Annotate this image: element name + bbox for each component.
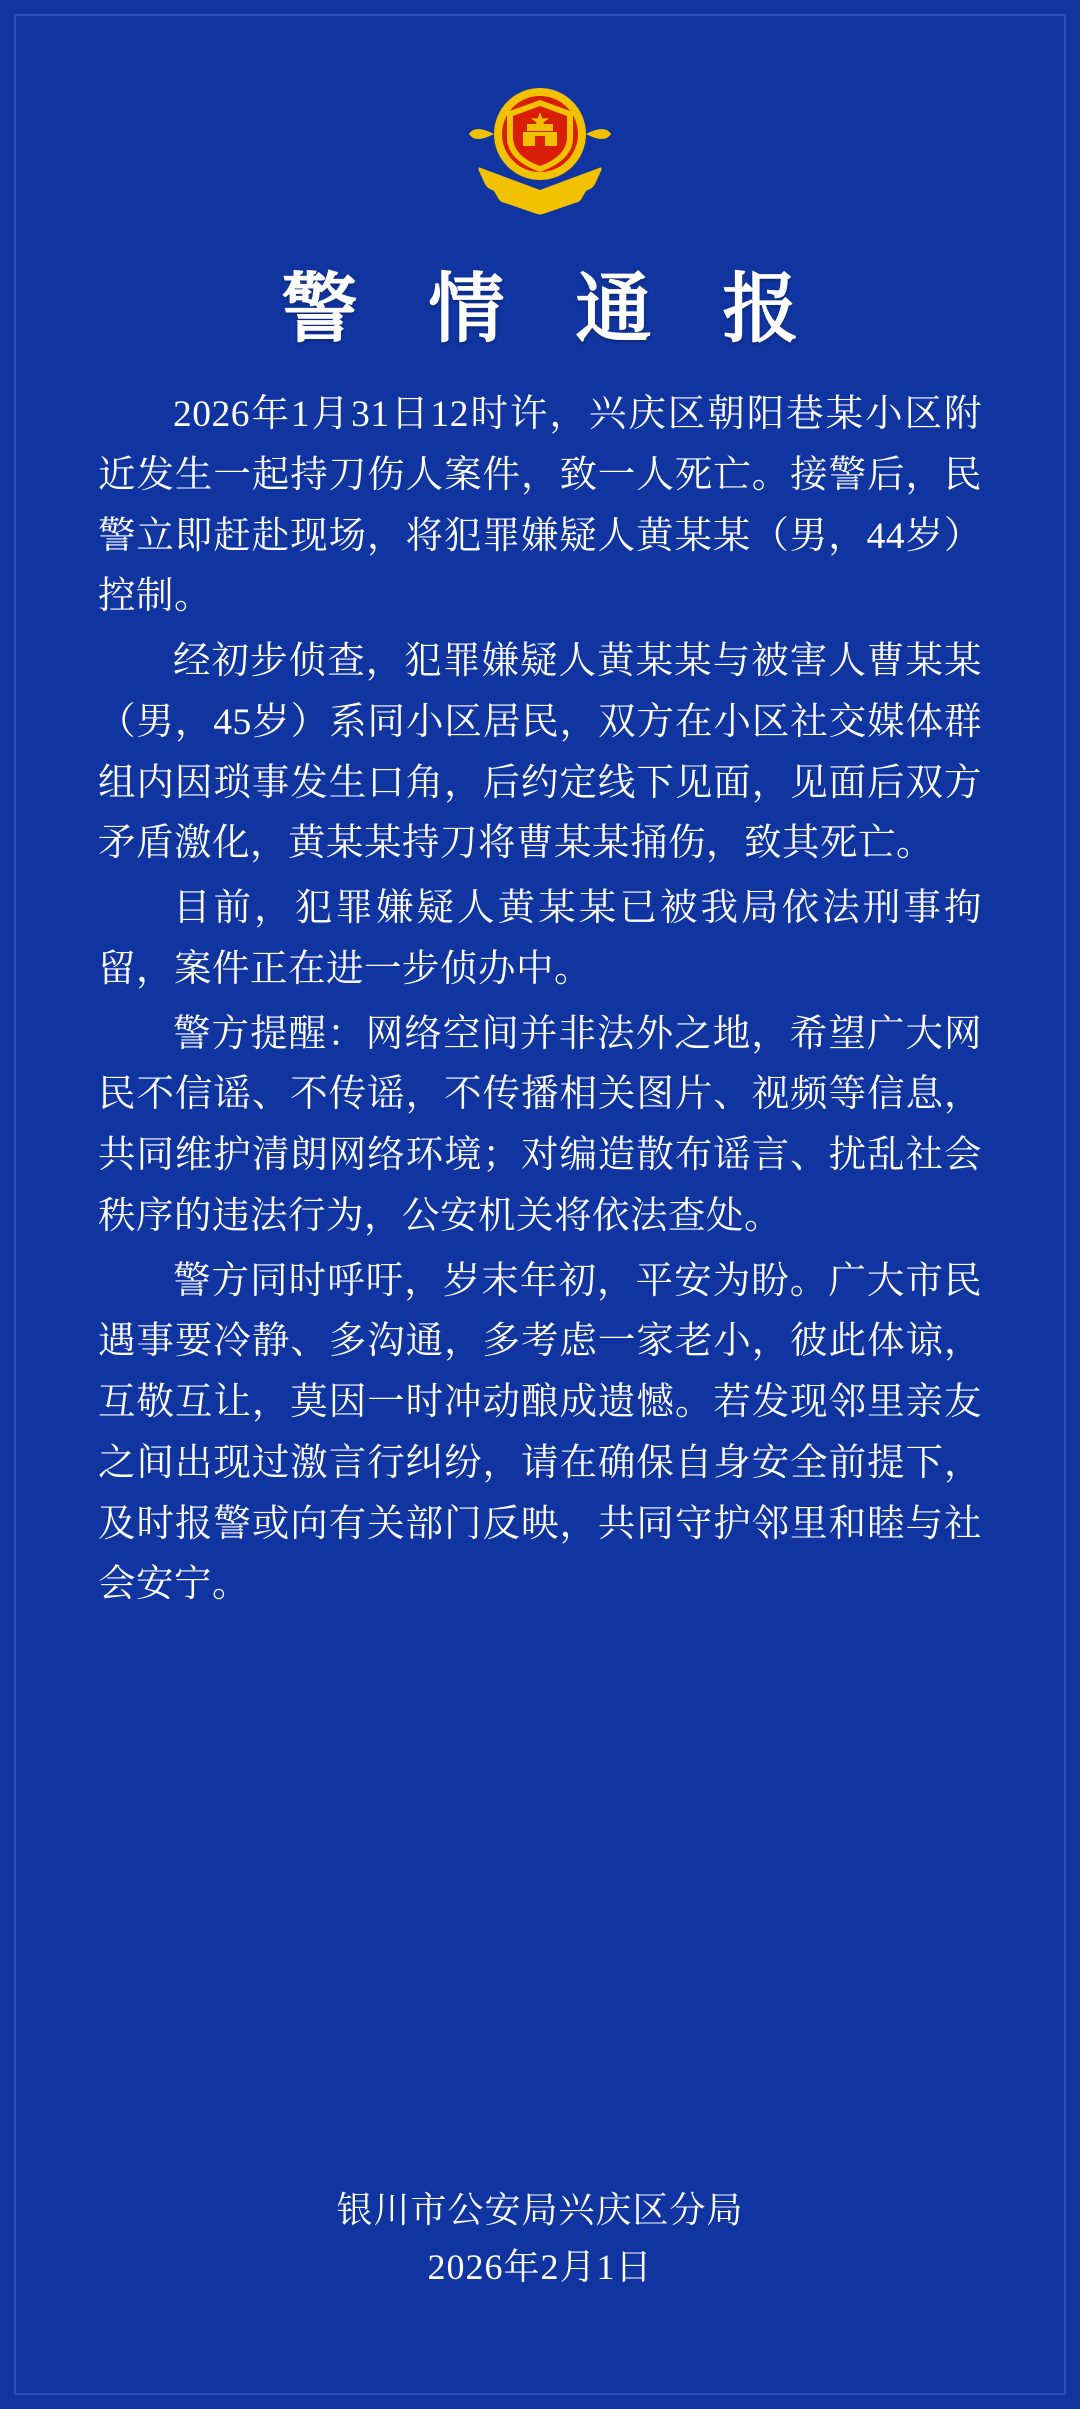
issuing-authority: 银川市公安局兴庆区分局 [336, 2189, 744, 2230]
paragraph-1: 2026年1月31日12时许，兴庆区朝阳巷某小区附近发生一起持刀伤人案件，致一人死亡。接警后，民警立即赶赴现场，将犯罪嫌疑人黄某某（男，44岁）控制。 [98, 394, 982, 618]
page-title: 警 情 通 报 [281, 268, 825, 352]
emblem-container [0, 0, 1080, 222]
paragraph-5: 警方同时呼吁，岁末年初，平安为盼。广大市民遇事要冷静、多沟通，多考虑一家老小，彼此体谅，互敬互让，莫因一时冲动酿成遗憾。若发现邻里亲友之间出现过激言行纠纷，请在确保自身安全前提下，及时报警或向有关部门反映，共同守护邻里和睦与社会安宁。 [98, 1260, 982, 1606]
paragraph-4: 警方提醒：网络空间并非法外之地，希望广大网民不信谣、不传谣，不传播相关图片、视频等信息，共同维护清朗网络环境；对编造散布谣言、扰乱社会秩序的违法行为，公安机关将依法查处。 [98, 1013, 982, 1237]
paragraph-3: 目前，犯罪嫌疑人黄某某已被我局依法刑事拘留，案件正在进一步侦办中。 [98, 888, 982, 990]
china-police-emblem-icon [465, 72, 615, 222]
paragraph-2: 经初步侦查，犯罪嫌疑人黄某某与被害人曹某某（男，45岁）系同小区居民，双方在小区社交媒体群组内因琐事发生口角，后约定线下见面，见面后双方矛盾激化，黄某某持刀将曹某某捅伤，致其死亡。 [98, 641, 982, 865]
notice-body [98, 385, 982, 1616]
issue-date: 2026年2月1日 [427, 2247, 653, 2288]
notice-footer [0, 2182, 1080, 2297]
